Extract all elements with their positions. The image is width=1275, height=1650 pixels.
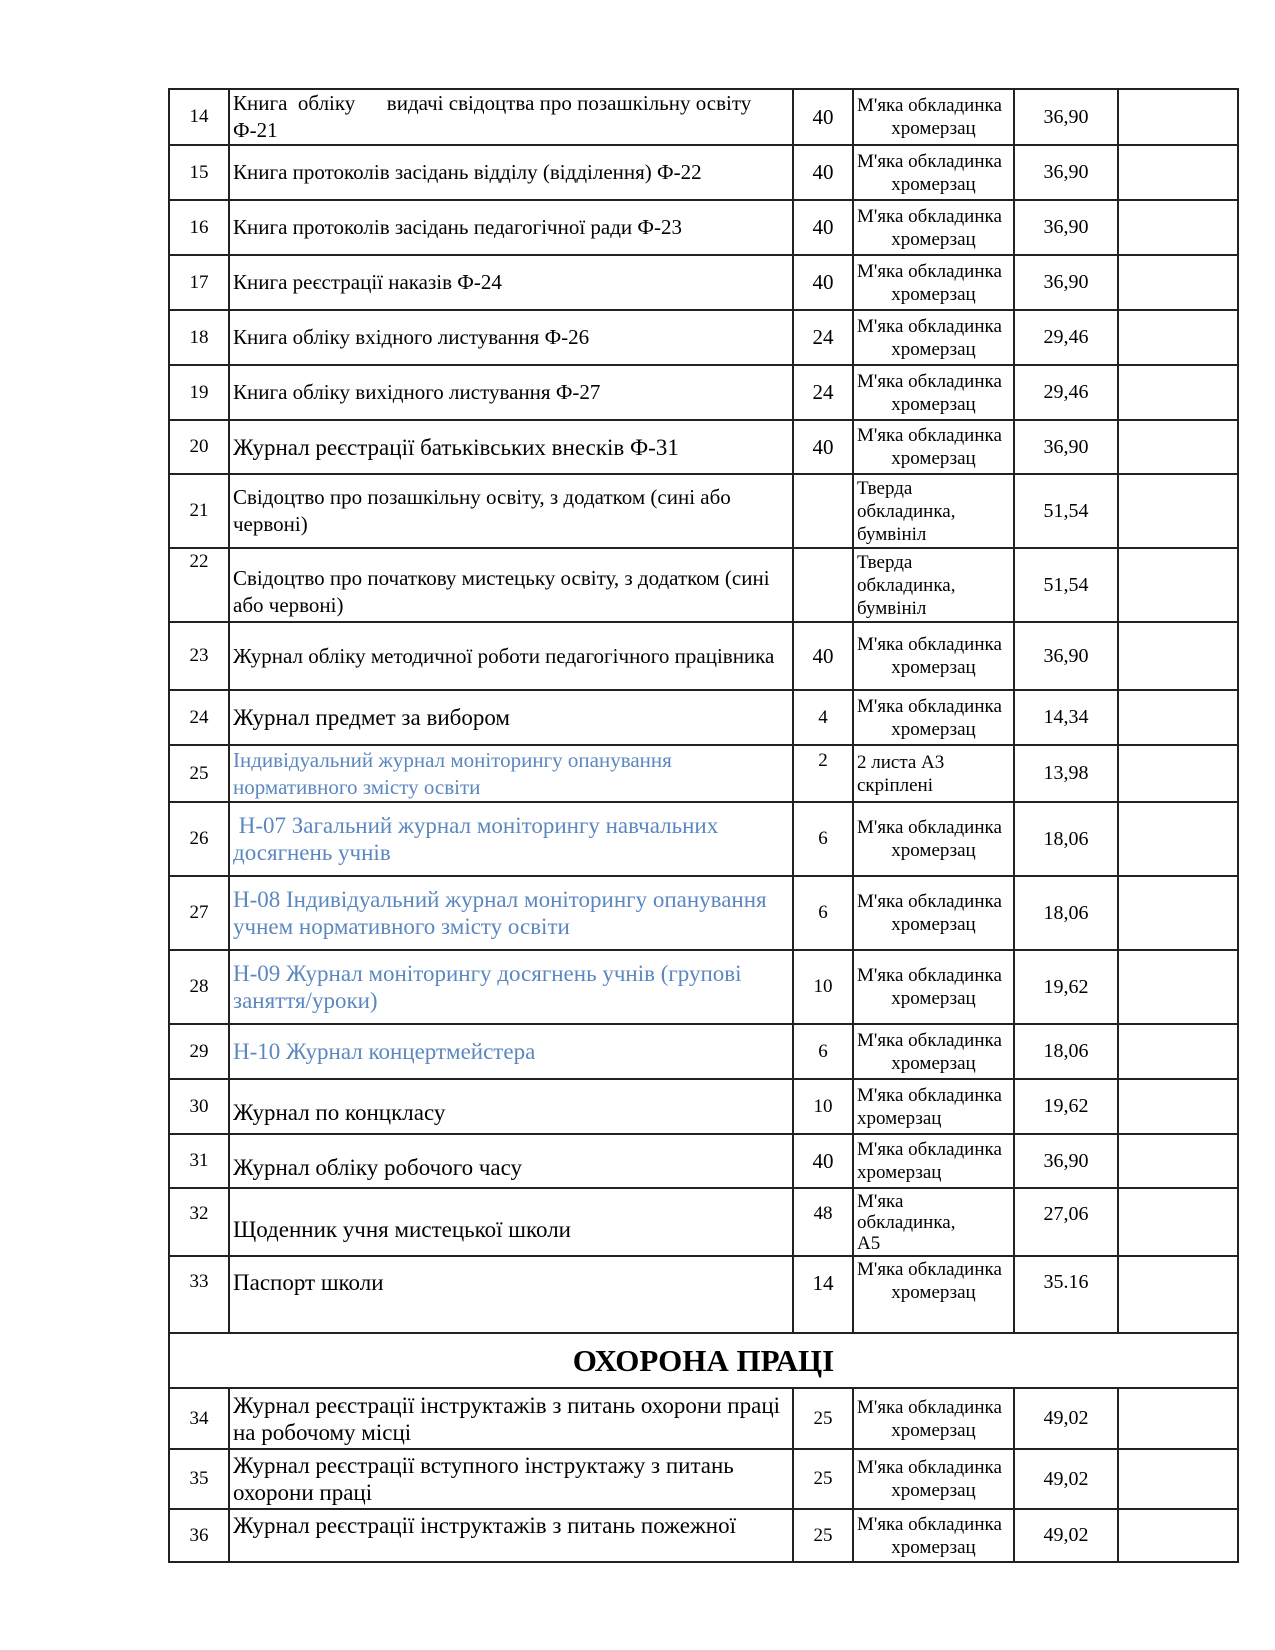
item-name: Журнал обліку робочого часу	[229, 1134, 793, 1188]
empty-cell	[1118, 1388, 1238, 1449]
item-price: 19,62	[1014, 950, 1118, 1024]
empty-cell	[1118, 1134, 1238, 1188]
empty-cell	[1118, 365, 1238, 420]
table-row	[169, 802, 1238, 876]
cover-line-2: хромерзац	[891, 393, 976, 415]
row-number: 25	[169, 745, 229, 802]
item-name: Книга протоколів засідань відділу (відділення) Ф-22	[229, 145, 793, 200]
item-cover	[853, 1449, 1014, 1509]
cover-line-2: хромерзац	[891, 1480, 976, 1501]
item-cover	[853, 745, 1014, 802]
item-name: Журнал реєстрації вступного інструктажу з питань охорони праці	[229, 1449, 793, 1509]
item-pages: 14	[793, 1256, 853, 1333]
item-name: Журнал реєстрації інструктажів з питань охорони праці на робочому місці	[229, 1388, 793, 1449]
item-name: Щоденник учня мистецької школи	[229, 1188, 793, 1256]
table-row	[169, 310, 1238, 365]
item-pages: 4	[793, 690, 853, 745]
table-row	[169, 1024, 1238, 1079]
section-title: ОХОРОНА ПРАЦІ	[169, 1333, 1238, 1388]
item-name: Книга обліку видачі свідоцтва про позашкільну освіту Ф-21	[229, 89, 793, 145]
table-row	[169, 145, 1238, 200]
row-number: 36	[169, 1509, 229, 1562]
item-name: Паспорт школи	[229, 1256, 793, 1333]
item-pages: 40	[793, 420, 853, 474]
item-price: 36,90	[1014, 622, 1118, 690]
row-number: 34	[169, 1388, 229, 1449]
item-name: Книга реєстрації наказів Ф-24	[229, 255, 793, 310]
item-name: Журнал предмет за вибором	[229, 690, 793, 745]
item-name: Журнал реєстрації інструктажів з питань пожежної	[229, 1509, 793, 1562]
item-cover	[853, 1509, 1014, 1562]
item-price: 36,90	[1014, 200, 1118, 255]
item-price: 18,06	[1014, 802, 1118, 876]
table-row	[169, 474, 1238, 548]
item-pages: 2	[793, 745, 853, 802]
cover-line-3: А5	[857, 1232, 881, 1254]
table-row	[169, 1388, 1238, 1449]
cover-line-1: М'яка обкладинка	[857, 370, 1002, 392]
empty-cell	[1118, 1079, 1238, 1134]
item-cover	[853, 1134, 1014, 1188]
table-row	[169, 1188, 1238, 1256]
item-price: 36,90	[1014, 89, 1118, 145]
row-number: 23	[169, 622, 229, 690]
table-row	[169, 200, 1238, 255]
item-price: 18,06	[1014, 1024, 1118, 1079]
item-cover	[853, 1388, 1014, 1449]
empty-cell	[1118, 1449, 1238, 1509]
item-cover	[853, 1079, 1014, 1134]
cover-line-2: хромерзац	[891, 448, 976, 469]
cover-line-2: хромерзац	[857, 1107, 942, 1129]
empty-cell	[1118, 876, 1238, 950]
table-row	[169, 365, 1238, 420]
row-number: 32	[169, 1188, 229, 1256]
item-pages: 48	[793, 1188, 853, 1256]
item-pages: 6	[793, 876, 853, 950]
item-cover	[853, 1188, 1014, 1256]
item-price: 49,02	[1014, 1388, 1118, 1449]
row-number: 27	[169, 876, 229, 950]
empty-cell	[1118, 255, 1238, 310]
empty-cell	[1118, 745, 1238, 802]
cover-line-2: хромерзац	[891, 1536, 976, 1558]
cover-line-1: М'яка обкладинка	[857, 1084, 1002, 1106]
cover-line-2: хромерзац	[891, 1052, 976, 1074]
item-pages: 40	[793, 145, 853, 200]
item-cover	[853, 690, 1014, 745]
row-number: 31	[169, 1134, 229, 1188]
empty-cell	[1118, 145, 1238, 200]
item-pages: 40	[793, 622, 853, 690]
row-number: 18	[169, 310, 229, 365]
cover-line-2: хромерзац	[891, 283, 976, 305]
item-cover	[853, 89, 1014, 145]
item-cover	[853, 548, 1014, 622]
cover-line-2: хромерзац	[891, 718, 976, 740]
row-number: 19	[169, 365, 229, 420]
item-price: 36,90	[1014, 420, 1118, 474]
item-name: Журнал обліку методичної роботи педагогічного працівника	[229, 622, 793, 690]
item-price: 51,54	[1014, 474, 1118, 548]
cover-line-1: М'яка	[857, 1190, 904, 1212]
empty-cell	[1118, 802, 1238, 876]
item-cover	[853, 1256, 1014, 1333]
cover-line-3: бумвініл	[857, 523, 927, 545]
table-row	[169, 950, 1238, 1024]
cover-line-1: М'яка обкладинка	[857, 315, 1002, 337]
item-price: 49,02	[1014, 1509, 1118, 1562]
item-name: Індивідуальний журнал моніторингу опанування нормативного змісту освіти	[229, 745, 793, 802]
cover-line-1: М'яка обкладинка	[857, 634, 1002, 655]
cover-line-1: М'яка обкладинка	[857, 260, 1002, 282]
section-header-row	[169, 1333, 1238, 1388]
table-row	[169, 1449, 1238, 1509]
cover-line-2: скріплені	[857, 774, 933, 796]
cover-line-2: хромерзац	[857, 1162, 942, 1183]
item-price: 13,98	[1014, 745, 1118, 802]
table-row	[169, 745, 1238, 802]
cover-line-2: хромерзац	[891, 228, 976, 250]
cover-line-1: М'яка обкладинка	[857, 817, 1002, 838]
item-name: Н-10 Журнал концертмейстера	[229, 1024, 793, 1079]
empty-cell	[1118, 622, 1238, 690]
item-pages: 25	[793, 1449, 853, 1509]
table-row	[169, 1509, 1238, 1562]
empty-cell	[1118, 690, 1238, 745]
item-pages: 6	[793, 1024, 853, 1079]
empty-cell	[1118, 950, 1238, 1024]
item-name: Журнал по концкласу	[229, 1079, 793, 1134]
item-price: 36,90	[1014, 1134, 1118, 1188]
row-number: 30	[169, 1079, 229, 1134]
table-row	[169, 89, 1238, 145]
cover-line-1: М'яка обкладинка	[857, 205, 1002, 227]
item-cover	[853, 1024, 1014, 1079]
cover-line-2: хромерзац	[891, 1282, 976, 1303]
item-cover	[853, 950, 1014, 1024]
item-price: 29,46	[1014, 310, 1118, 365]
item-cover	[853, 474, 1014, 548]
cover-line-2: хромерзац	[891, 840, 976, 861]
item-price: 51,54	[1014, 548, 1118, 622]
item-pages: 6	[793, 802, 853, 876]
item-price: 19,62	[1014, 1079, 1118, 1134]
item-cover	[853, 145, 1014, 200]
empty-cell	[1118, 1188, 1238, 1256]
cover-line-1: 2 листа А3	[857, 751, 945, 773]
cover-line-1: М'яка обкладинка	[857, 1029, 1002, 1051]
cover-line-1: М'яка обкладинка	[857, 1139, 1002, 1160]
item-pages: 10	[793, 1079, 853, 1134]
cover-line-2: хромерзац	[891, 1419, 976, 1441]
item-name: Журнал реєстрації батьківських внесків Ф-31	[229, 420, 793, 474]
item-cover	[853, 876, 1014, 950]
cover-line-1: М'яка обкладинка	[857, 891, 1002, 912]
row-number: 21	[169, 474, 229, 548]
cover-line-1: М'яка обкладинка	[857, 95, 1002, 116]
item-cover	[853, 420, 1014, 474]
item-pages	[793, 474, 853, 548]
table-row	[169, 690, 1238, 745]
item-pages: 40	[793, 89, 853, 145]
item-pages: 25	[793, 1388, 853, 1449]
table-row	[169, 1256, 1238, 1333]
cover-line-3: бумвініл	[857, 597, 927, 619]
cover-line-2: хромерзац	[891, 338, 976, 360]
item-name: Н-07 Загальний журнал моніторингу навчальних досягнень учнів	[229, 802, 793, 876]
row-number: 20	[169, 420, 229, 474]
item-cover	[853, 365, 1014, 420]
row-number: 17	[169, 255, 229, 310]
cover-line-1: М'яка обкладинка	[857, 1513, 1002, 1535]
cover-line-1: М'яка обкладинка	[857, 1259, 1002, 1280]
item-price: 36,90	[1014, 255, 1118, 310]
row-number: 28	[169, 950, 229, 1024]
cover-line-2: хромерзац	[891, 173, 976, 195]
item-price: 29,46	[1014, 365, 1118, 420]
item-name: Свідоцтво про початкову мистецьку освіту, з додатком (сині або червоні)	[229, 548, 793, 622]
cover-line-1: М'яка обкладинка	[857, 1396, 1002, 1418]
cover-line-2: обкладинка,	[857, 574, 956, 596]
cover-line-2: хромерзац	[891, 914, 976, 935]
item-pages: 40	[793, 255, 853, 310]
empty-cell	[1118, 420, 1238, 474]
row-number: 33	[169, 1256, 229, 1333]
item-price: 49,02	[1014, 1449, 1118, 1509]
item-price: 36,90	[1014, 145, 1118, 200]
item-pages: 25	[793, 1509, 853, 1562]
item-price: 35.16	[1014, 1256, 1118, 1333]
item-cover	[853, 802, 1014, 876]
cover-line-2: хромерзац	[891, 988, 976, 1009]
empty-cell	[1118, 1256, 1238, 1333]
row-number: 24	[169, 690, 229, 745]
item-cover	[853, 310, 1014, 365]
item-name: Книга протоколів засідань педагогічної ради Ф-23	[229, 200, 793, 255]
item-price: 14,34	[1014, 690, 1118, 745]
empty-cell	[1118, 200, 1238, 255]
item-price: 27,06	[1014, 1188, 1118, 1256]
table-row	[169, 420, 1238, 474]
row-number: 22	[169, 548, 229, 622]
empty-cell	[1118, 89, 1238, 145]
row-number: 15	[169, 145, 229, 200]
item-pages: 24	[793, 365, 853, 420]
cover-line-1: Тверда	[857, 551, 913, 573]
item-name: Н-08 Індивідуальний журнал моніторингу опанування учнем нормативного змісту освіти	[229, 876, 793, 950]
table-row	[169, 876, 1238, 950]
row-number: 16	[169, 200, 229, 255]
row-number: 26	[169, 802, 229, 876]
item-cover	[853, 622, 1014, 690]
table-row	[169, 622, 1238, 690]
item-pages: 40	[793, 1134, 853, 1188]
cover-line-1: М'яка обкладинка	[857, 150, 1002, 172]
cover-line-1: М'яка обкладинка	[857, 1457, 1002, 1478]
item-name: Н-09 Журнал моніторингу досягнень учнів (групові заняття/уроки)	[229, 950, 793, 1024]
item-pages: 24	[793, 310, 853, 365]
cover-line-2: хромерзац	[891, 657, 976, 678]
item-cover	[853, 255, 1014, 310]
cover-line-2: хромерзац	[891, 118, 976, 139]
empty-cell	[1118, 1509, 1238, 1562]
cover-line-1: Тверда	[857, 477, 913, 499]
item-name: Свідоцтво про позашкільну освіту, з додатком (сині або червоні)	[229, 474, 793, 548]
cover-line-1: М'яка обкладинка	[857, 695, 1002, 717]
cover-line-1: М'яка обкладинка	[857, 965, 1002, 986]
empty-cell	[1118, 474, 1238, 548]
item-price: 18,06	[1014, 876, 1118, 950]
table-row	[169, 548, 1238, 622]
item-cover	[853, 200, 1014, 255]
row-number: 35	[169, 1449, 229, 1509]
item-pages	[793, 548, 853, 622]
item-name: Книга обліку вхідного листування Ф-26	[229, 310, 793, 365]
price-list-table	[168, 88, 1239, 1563]
empty-cell	[1118, 548, 1238, 622]
empty-cell	[1118, 310, 1238, 365]
table-row	[169, 1079, 1238, 1134]
item-name: Книга обліку вихідного листування Ф-27	[229, 365, 793, 420]
item-pages: 40	[793, 200, 853, 255]
cover-line-1: М'яка обкладинка	[857, 425, 1002, 446]
item-pages: 10	[793, 950, 853, 1024]
table-row	[169, 255, 1238, 310]
row-number: 14	[169, 89, 229, 145]
row-number: 29	[169, 1024, 229, 1079]
cover-line-2: обкладинка,	[857, 500, 956, 522]
cover-line-2: обкладинка,	[857, 1211, 956, 1233]
table-row	[169, 1134, 1238, 1188]
empty-cell	[1118, 1024, 1238, 1079]
